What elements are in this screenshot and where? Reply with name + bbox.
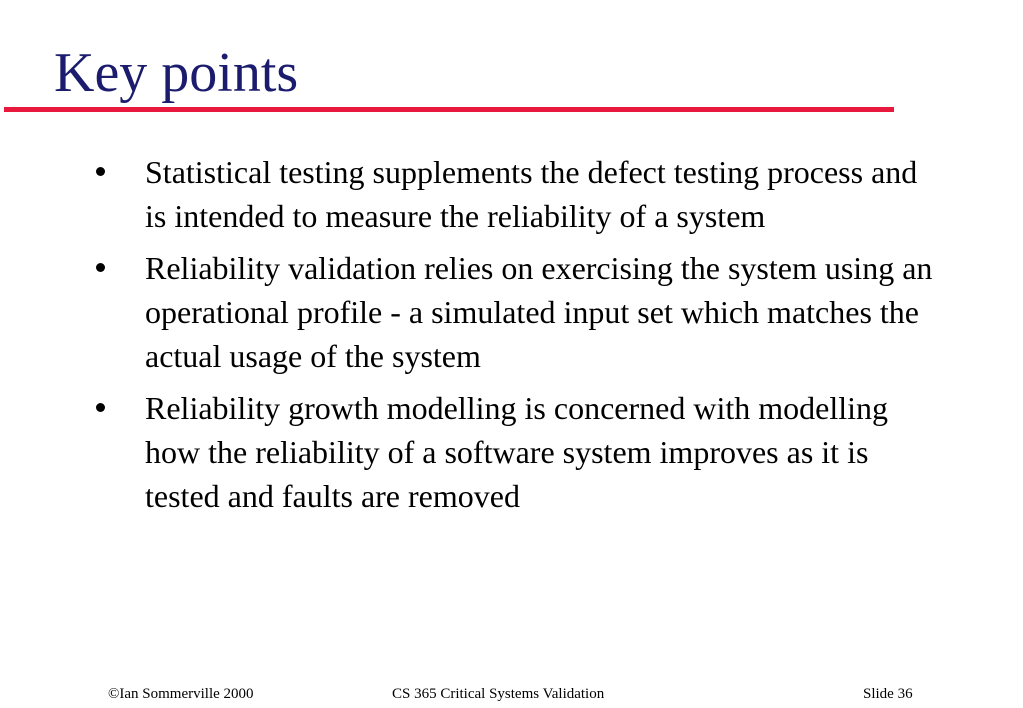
footer-slide-number: Slide 36 (863, 686, 913, 702)
footer-course: CS 365 Critical Systems Validation (392, 686, 605, 702)
bullet-dot-icon (96, 167, 105, 176)
bullet-item (0, 386, 945, 518)
bullet-item (0, 150, 945, 238)
slide-title: Key points (54, 42, 299, 104)
title-underline (4, 107, 894, 112)
footer-copyright: ©Ian Sommerville 2000 (108, 686, 254, 702)
bullet-dot-icon (96, 403, 105, 412)
bullet-dot-icon (96, 263, 105, 272)
bullet-item (0, 246, 945, 378)
bullet-text: Reliability growth modelling is concerned with modelling how the reliability of a software system improves as it is tested and faults are removed (145, 390, 888, 514)
bullet-text: Reliability validation relies on exercising the system using an operational profile - a simulated input set which matches the actual usage of the system (145, 250, 933, 374)
bullet-text: Statistical testing supplements the defect testing process and is intended to measure the reliability of a system (145, 154, 918, 234)
bullet-list (0, 150, 1023, 526)
